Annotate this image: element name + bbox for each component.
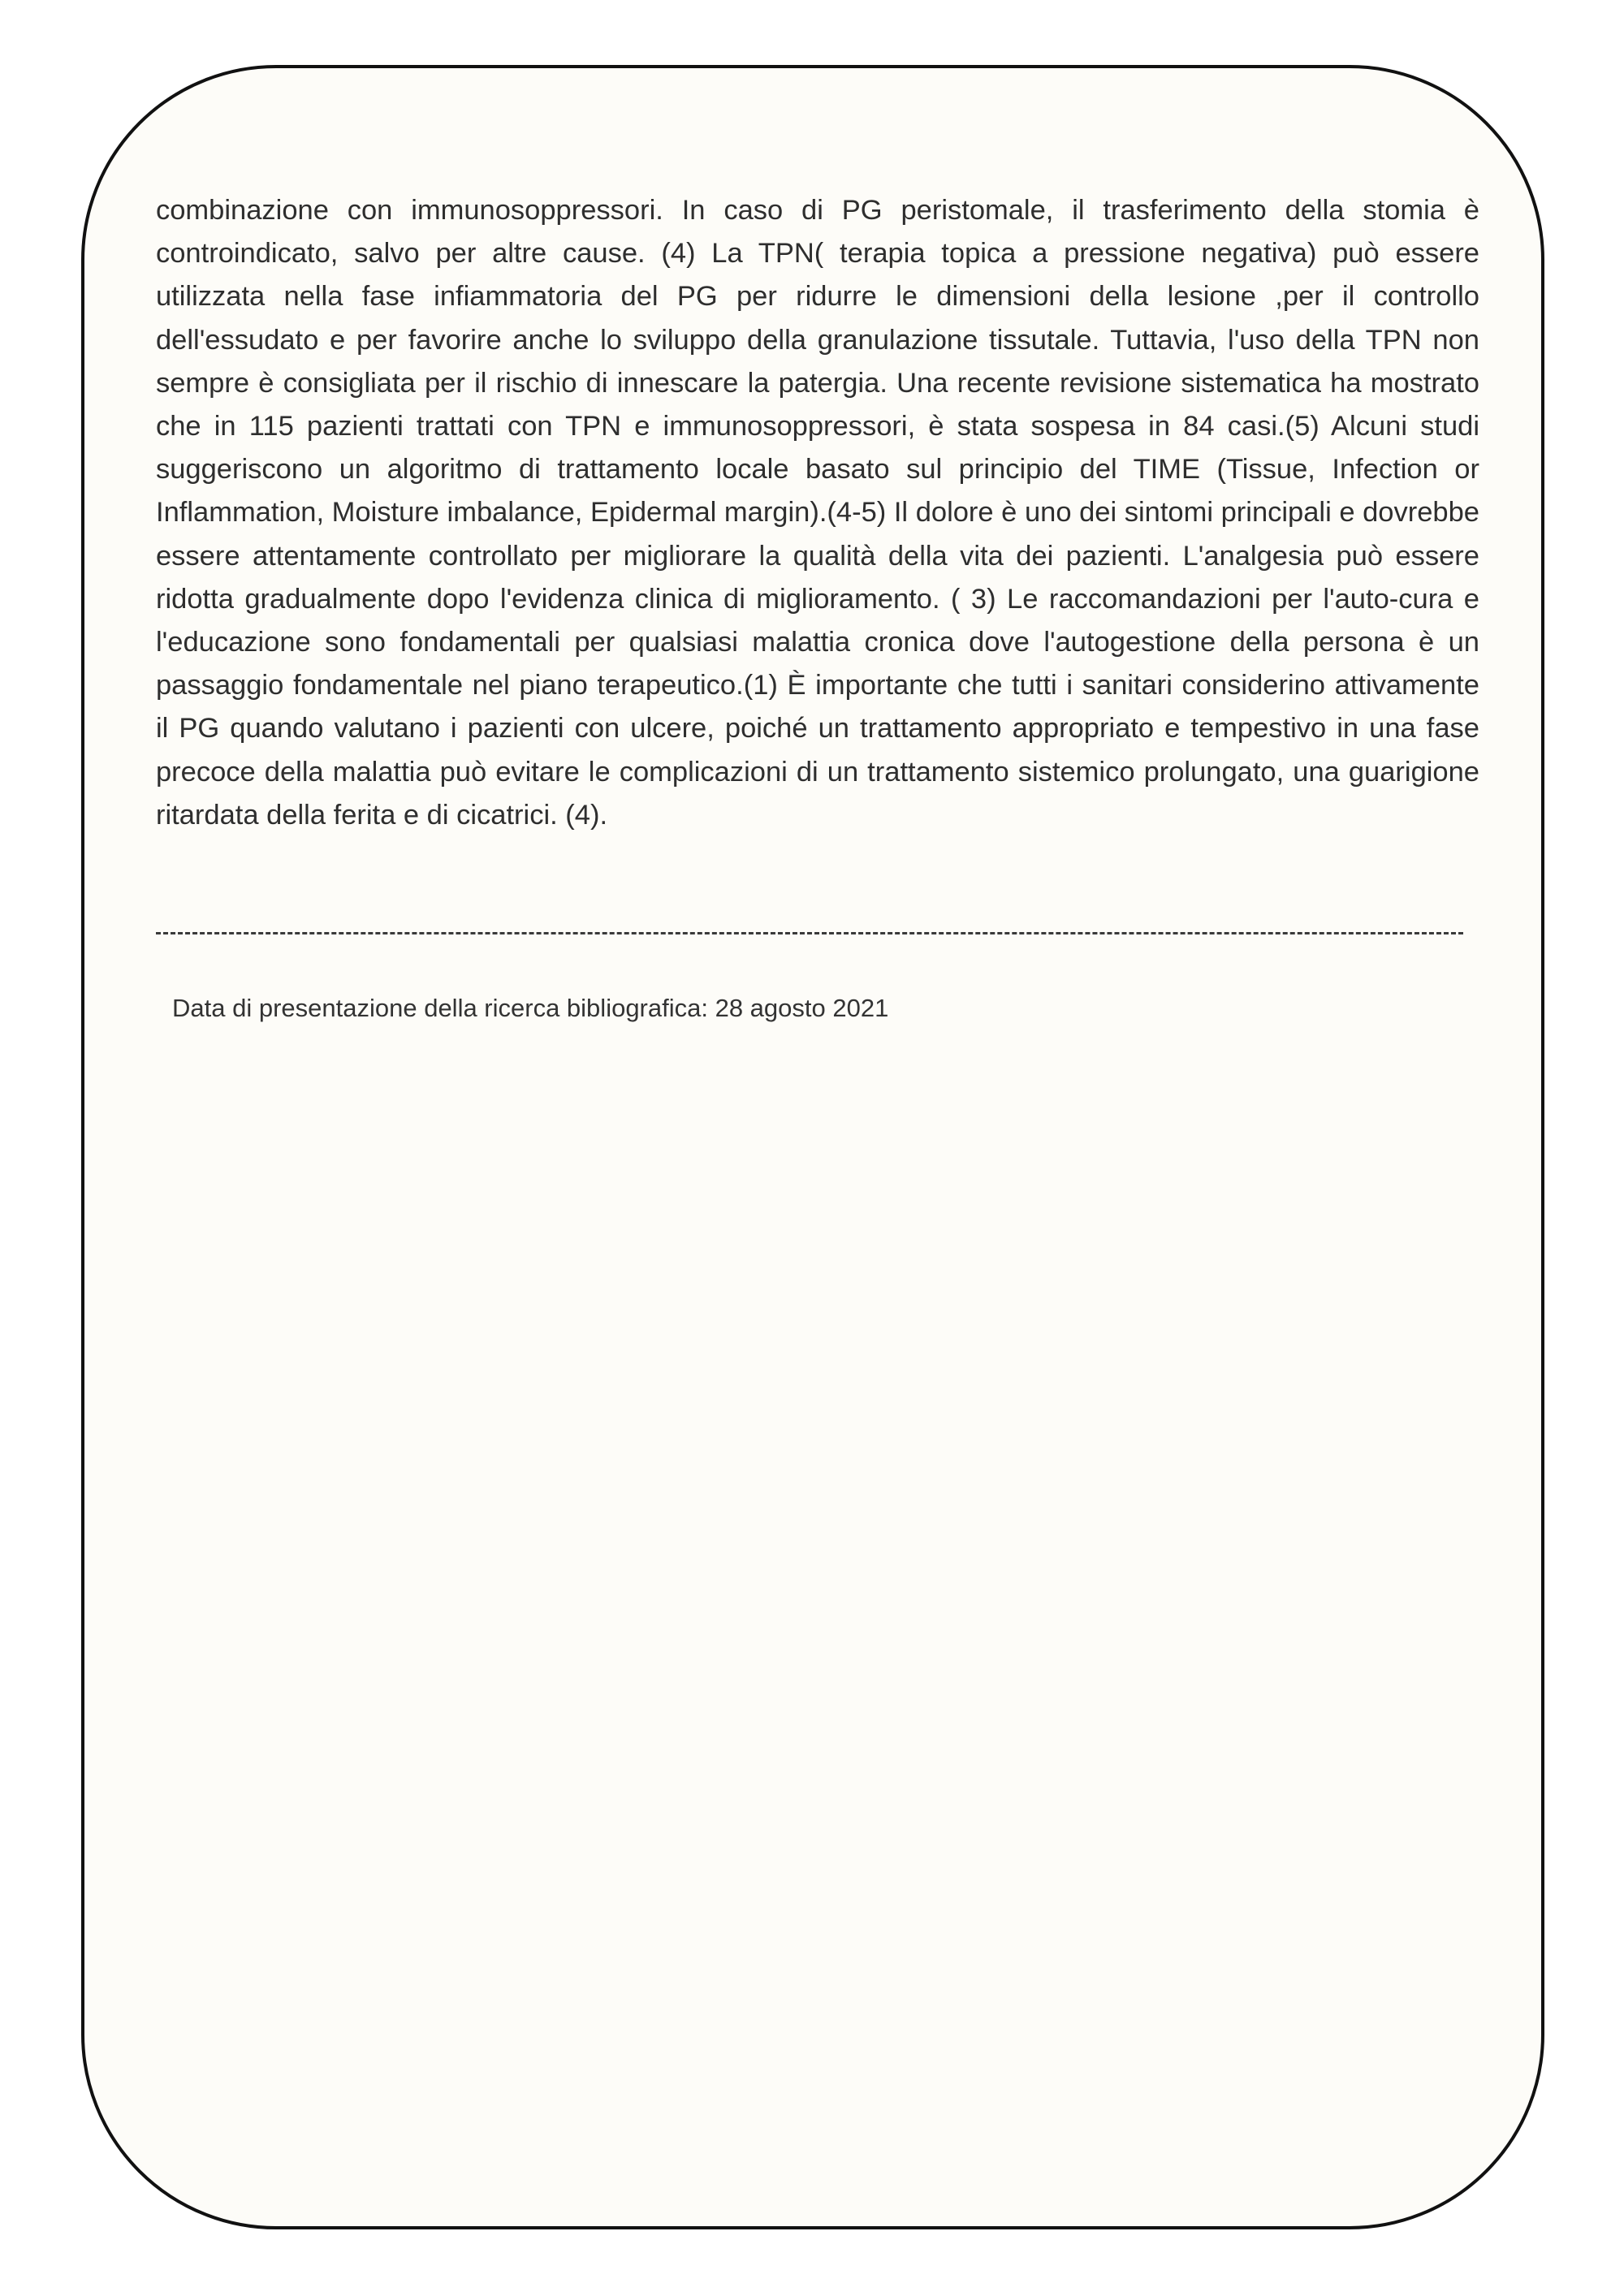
submission-date-note: Data di presentazione della ricerca bibliografica: 28 agosto 2021 xyxy=(172,994,889,1022)
body-paragraph: combinazione con immunosoppressori. In caso di PG peristomale, il trasferimento della stomia è controindicato, salvo per altre cause. (4) La TPN( terapia topica a pressione negativa) può essere utilizzata nella fase infiammatoria del PG per ridurre le dimensioni della lesione ,per il controllo dell'essudato e per favorire anche lo sviluppo della granulazione tissutale. Tuttavia, l'uso della TPN non sempre è consigliata per il rischio di innescare la patergia. Una recente revisione sistematica ha mostrato che in 115 pazienti trattati con TPN e immunosoppressori, è stata sospesa in 84 casi.(5) Alcuni studi suggeriscono un algoritmo di trattamento locale basato sul principio del TIME (Tissue, Infection or Inflammation, Moisture imbalance, Epidermal margin).(4-5) Il dolore è uno dei sintomi principali e dovrebbe essere attentamente controllato per migliorare la qualità della vita dei pazienti. L'analgesia può essere ridotta gradualmente dopo l'evidenza clinica di miglioramento. ( 3) Le raccomandazioni per l'auto-cura e l'educazione sono fondamentali per qualsiasi malattia cronica dove l'autogestione della persona è un passaggio fondamentale nel piano terapeutico.(1) È importante che tutti i sanitari considerino attivamente il PG quando valutano i pazienti con ulcere, poiché un trattamento appropriato e tempestivo in una fase precoce della malattia può evitare le complicazioni di un trattamento sistemico prolungato, una guarigione ritardata della ferita e di cicatrici. (4). xyxy=(156,195,1479,831)
dashed-separator xyxy=(156,932,1463,934)
